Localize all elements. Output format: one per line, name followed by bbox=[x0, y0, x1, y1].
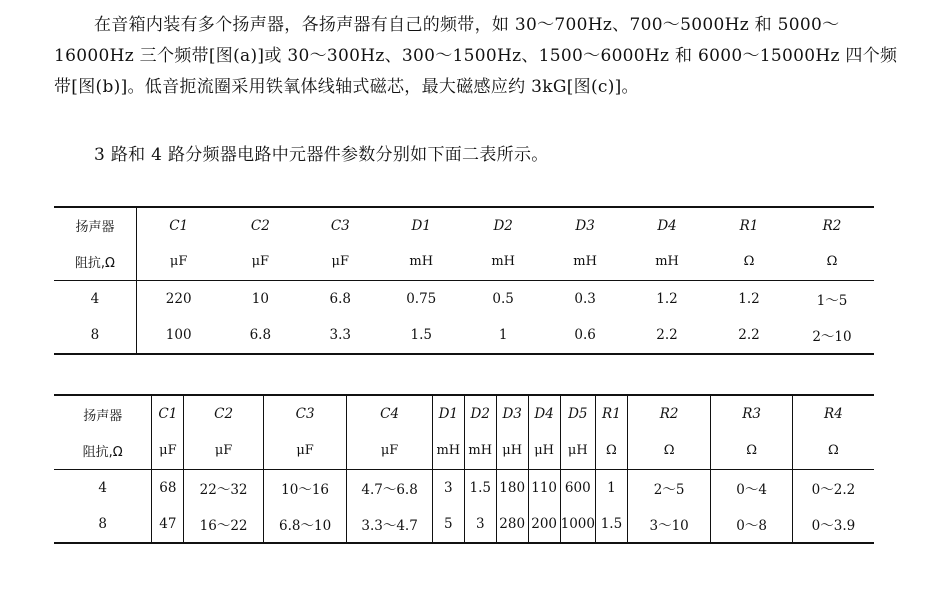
header-cell: D5 bbox=[560, 395, 595, 432]
header-cell: R3 bbox=[711, 395, 793, 432]
table-row bbox=[54, 469, 874, 506]
header-cell: R4 bbox=[824, 406, 843, 422]
table-cell: 4 bbox=[54, 469, 152, 506]
unit-cell: Ω bbox=[708, 243, 790, 280]
unit-cell: mH bbox=[432, 432, 464, 469]
unit-cell: μF bbox=[152, 432, 184, 469]
table-cell: 220 bbox=[165, 290, 192, 307]
unit-cell: mH bbox=[626, 243, 708, 280]
table-cell: 2.2 bbox=[656, 327, 678, 343]
table-cell: 1.2 bbox=[738, 290, 760, 307]
unit-cell: Ω bbox=[627, 432, 710, 469]
header-cell: R2 bbox=[627, 395, 710, 432]
table-cell: 1000 bbox=[560, 506, 595, 543]
unit-cell: μF bbox=[347, 432, 432, 469]
table-row bbox=[54, 317, 874, 354]
header-cell: D1 bbox=[411, 217, 431, 234]
header-cell: 扬声器 bbox=[54, 395, 152, 432]
unit-cell: Ω bbox=[790, 243, 874, 280]
table-cell: 3 bbox=[464, 506, 496, 543]
unit-cell: 阻抗,Ω bbox=[54, 243, 136, 280]
unit-cell: μF bbox=[184, 432, 264, 469]
table-cell: 1 bbox=[595, 469, 627, 506]
table-cell: 200 bbox=[528, 506, 560, 543]
unit-cell: mH bbox=[464, 432, 496, 469]
header-cell: D3 bbox=[575, 217, 595, 234]
table-cell: 0.75 bbox=[406, 290, 437, 307]
table-cell: 3.3 bbox=[329, 327, 352, 343]
table-cell: 0～8 bbox=[711, 506, 793, 543]
header-cell: C2 bbox=[184, 395, 264, 432]
header-cell: D4 bbox=[657, 217, 677, 234]
unit-cell: μH bbox=[496, 432, 528, 469]
table-cell: 180 bbox=[496, 469, 528, 506]
table-header-row bbox=[54, 395, 874, 432]
table-cell: 4.7～6.8 bbox=[347, 469, 432, 506]
header-cell: D3 bbox=[496, 395, 528, 432]
header-cell: C3 bbox=[330, 217, 350, 234]
header-cell: D2 bbox=[493, 217, 513, 234]
table-cell: 2～5 bbox=[627, 469, 710, 506]
header-cell: D4 bbox=[528, 395, 560, 432]
table-cell: 8 bbox=[54, 317, 136, 354]
header-cell: R1 bbox=[739, 217, 759, 234]
table-cell: 110 bbox=[528, 469, 560, 506]
header-cell: C4 bbox=[347, 395, 432, 432]
table-cell: 6.8～10 bbox=[263, 506, 347, 543]
table-cell: 0.5 bbox=[492, 290, 514, 307]
header-cell: C2 bbox=[250, 217, 270, 234]
table-cell: 1.2 bbox=[656, 290, 678, 307]
table-cell: 0～4 bbox=[711, 469, 793, 506]
table-cell: 3.3～4.7 bbox=[347, 506, 432, 543]
unit-cell: μF bbox=[300, 243, 380, 280]
unit-cell: μF bbox=[220, 243, 300, 280]
unit-cell: mH bbox=[380, 243, 462, 280]
table-cell: 68 bbox=[152, 469, 184, 506]
table-cell: 0～2.2 bbox=[811, 481, 856, 498]
paragraph-table-intro: 3 路和 4 路分频器电路中元器件参数分别如下面二表所示。 bbox=[94, 145, 549, 165]
header-cell: C1 bbox=[169, 217, 189, 234]
table-cell: 16～22 bbox=[184, 506, 264, 543]
paragraph-intro: 在音箱内装有多个扬声器，各扬声器有自己的频带，如 30～700Hz、700～5000Hz 和 5000～16000Hz 三个频带[图(a)]或 30～300Hz、300～1500Hz、1500～6000Hz 和 6000～15000Hz 四个频带[图(b)]。低音扼流圈采用铁氧体线轴式磁芯，最大磁感应约 3kG[图(c)]。 bbox=[54, 15, 898, 97]
table-unit-row bbox=[54, 243, 874, 280]
three-way-crossover-table bbox=[54, 206, 874, 355]
table-cell: 0.6 bbox=[574, 327, 596, 343]
table-cell: 2～10 bbox=[812, 329, 852, 345]
header-cell: C1 bbox=[152, 395, 184, 432]
table-header-row bbox=[54, 207, 874, 243]
header-cell: C3 bbox=[263, 395, 347, 432]
table-row bbox=[54, 280, 874, 317]
unit-cell: Ω bbox=[711, 432, 793, 469]
unit-cell: μF bbox=[136, 243, 220, 280]
table-cell: 10～16 bbox=[263, 469, 347, 506]
table-cell: 0.3 bbox=[574, 290, 596, 307]
unit-cell: mH bbox=[544, 243, 626, 280]
table-cell: 1.5 bbox=[464, 469, 496, 506]
table-cell: 4 bbox=[54, 280, 136, 317]
unit-cell: Ω bbox=[792, 432, 874, 469]
table-cell: 0～3.9 bbox=[811, 518, 856, 534]
header-cell: D2 bbox=[464, 395, 496, 432]
table-cell: 1～5 bbox=[816, 292, 848, 309]
table-unit-row bbox=[54, 432, 874, 469]
table-cell: 10 bbox=[251, 290, 269, 307]
table-cell: 6.8 bbox=[249, 327, 272, 343]
table-cell: 100 bbox=[165, 327, 192, 343]
unit-cell: μH bbox=[528, 432, 560, 469]
table-cell: 600 bbox=[560, 469, 595, 506]
unit-cell: μF bbox=[263, 432, 347, 469]
table-cell: 6.8 bbox=[329, 290, 352, 307]
unit-cell: 阻抗,Ω bbox=[54, 432, 152, 469]
table-row bbox=[54, 506, 874, 543]
header-cell: 扬声器 bbox=[54, 207, 136, 243]
table-cell: 5 bbox=[432, 506, 464, 543]
header-cell: R1 bbox=[595, 395, 627, 432]
table-cell: 8 bbox=[54, 506, 152, 543]
header-cell: R2 bbox=[822, 217, 842, 234]
unit-cell: μH bbox=[560, 432, 595, 469]
table-cell: 1.5 bbox=[410, 327, 432, 343]
table-cell: 22～32 bbox=[184, 469, 264, 506]
four-way-crossover-table bbox=[54, 394, 874, 544]
header-cell: D1 bbox=[432, 395, 464, 432]
table-cell: 3～10 bbox=[627, 506, 710, 543]
table-cell: 2.2 bbox=[738, 327, 760, 343]
table-cell: 280 bbox=[496, 506, 528, 543]
table-cell: 3 bbox=[432, 469, 464, 506]
table-cell: 1.5 bbox=[595, 506, 627, 543]
table-cell: 1 bbox=[498, 327, 508, 343]
table-cell: 47 bbox=[152, 506, 184, 543]
unit-cell: mH bbox=[462, 243, 544, 280]
unit-cell: Ω bbox=[595, 432, 627, 469]
